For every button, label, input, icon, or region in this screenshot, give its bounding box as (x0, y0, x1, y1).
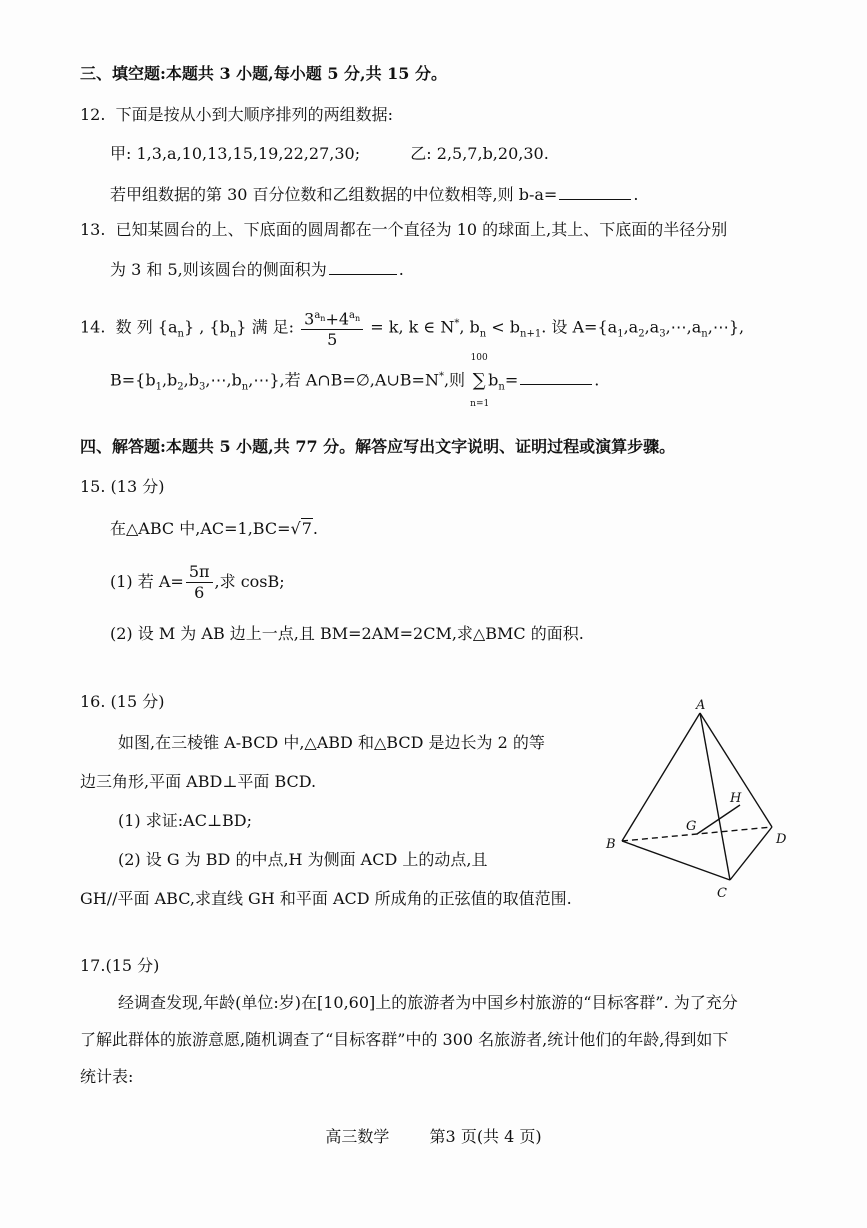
question-text: 下面是按从小到大顺序排列的两组数据: (115, 105, 394, 124)
text: = (504, 370, 519, 390)
sum-upper: 100 (470, 352, 488, 363)
question-number: 12. (80, 105, 106, 124)
question-number: 15. (80, 477, 106, 496)
answer-blank (559, 183, 631, 200)
text: . 设 A={a (541, 317, 618, 337)
question-text: 为 3 和 5,则该圆台的侧面积为 (110, 260, 327, 279)
question-16-part2-line2: GH//平面 ABC,求直线 GH 和平面 ACD 所成角的正弦值的取值范围. (80, 889, 572, 908)
tetrahedron-figure (600, 695, 800, 905)
group-jia-data: 1,3,a,10,13,15,19,22,27,30; (136, 144, 361, 163)
page-footer (0, 1124, 867, 1147)
question-number: 17. (80, 956, 106, 975)
section3-heading: 三、填空题:本题共 3 小题,每小题 5 分,共 15 分。 (80, 64, 448, 83)
subscript: n (479, 328, 487, 340)
question-16-line1: 如图,在三棱锥 A-BCD 中,△ABD 和△BCD 是边长为 2 的等 (118, 733, 545, 752)
text: ,⋯,a (665, 317, 702, 337)
text: = k, k ∈ N (370, 317, 455, 337)
question-number: 16. (80, 692, 106, 711)
question-16-line2: 边三角形,平面 ABD⊥平面 BCD. (80, 772, 317, 791)
label-H: H (730, 791, 742, 806)
group-yi-data: 2,5,7,b,20,30. (436, 144, 549, 163)
text: ,⋯},若 A∩B=∅,A∪B=N (248, 370, 439, 390)
superscript: * (438, 371, 444, 382)
text: ,b (161, 370, 178, 390)
period: . (633, 185, 639, 204)
text: (1) 若 A= (110, 572, 184, 591)
text: B={b (110, 370, 156, 390)
subscript: n (320, 313, 326, 323)
fraction (186, 562, 213, 603)
superscript: * (454, 318, 460, 329)
label-G: G (686, 819, 697, 834)
subscript: n (355, 313, 361, 323)
segment-GH (697, 805, 740, 834)
question-17-header (80, 956, 159, 976)
sum-lower: n=1 (470, 398, 490, 409)
question-12-stem (80, 105, 393, 125)
edge-BC (622, 841, 730, 880)
text: } , {b (183, 317, 230, 337)
question-17-line3: 统计表: (80, 1067, 134, 1086)
radicand: 7 (301, 519, 312, 538)
text: , b (459, 317, 480, 337)
group-jia-label: 甲: (110, 144, 132, 163)
question-15-part1 (110, 560, 285, 604)
numerator-plus: +4 (325, 308, 350, 328)
summation (470, 352, 490, 409)
exponent: a (314, 309, 321, 321)
question-15-given (110, 519, 318, 539)
text: 数 列 {a (115, 317, 178, 337)
footer-subject: 高三数学 (325, 1127, 390, 1146)
question-14-line1: 14. 数 列 $\{a_n\}$ , $\{b_n\}$ 满 足: $\frac{3^{a_n}+4^{a_n}}{5}$ = k, k ∈ N*, $b_n < b_{n+1}$. 设 $A=\{a_1,a_2,a_3,\cdots,a_n,\cdots\}$, (80, 304, 744, 355)
label-B: B (606, 837, 616, 852)
label-D: D (776, 832, 787, 847)
text: ,则 (443, 370, 466, 390)
text: ,a (644, 317, 660, 337)
question-17-line2: 了解此群体的旅游意愿,随机调查了“目标客群”中的 300 名旅游者,统计他们的年龄,得到如下 (80, 1030, 729, 1049)
numerator: 5π (186, 562, 213, 583)
text: ,b (183, 370, 199, 390)
exponent: a (349, 309, 356, 321)
subscript: n (498, 381, 505, 393)
question-15-header (80, 477, 164, 497)
question-15-part2: (2) 设 M 为 AB 边上一点,且 BM=2AM=2CM,求△BMC 的面积. (110, 624, 584, 643)
text: ,⋯}, (707, 317, 745, 337)
text: ,a (623, 317, 639, 337)
question-16-header (80, 692, 164, 712)
question-14-line2: $B=\{b_1,b_2,b_3,\cdots,b_n,\cdots\}$,若 A∩B=∅,A∪B=N*,则 100 ∑ n=1 $b_n=$ . (110, 352, 600, 409)
sum-symbol: ∑ (472, 369, 486, 391)
label-C: C (717, 886, 727, 901)
text: < b (486, 317, 521, 337)
question-13-line1 (80, 220, 727, 240)
question-text: 已知某圆台的上、下底面的圆周都在一个直径为 10 的球面上,其上、下底面的半径分别 (115, 220, 728, 239)
question-12-data (110, 144, 549, 164)
denominator: 5 (327, 329, 338, 349)
fraction (301, 306, 363, 350)
answer-blank (520, 368, 592, 385)
answer-blank (329, 258, 397, 275)
sqrt: √7 (290, 519, 312, 538)
question-number: 14. (80, 317, 106, 337)
text: . (312, 519, 318, 538)
footer-page-number: 第3 页(共 4 页) (429, 1127, 542, 1146)
text: b (488, 370, 499, 390)
edge-CD (730, 827, 772, 880)
subscript: n (177, 328, 184, 340)
question-13-line2 (110, 258, 404, 280)
text: 在△ABC 中,AC=1,BC= (110, 519, 291, 538)
score: (15 分) (105, 956, 160, 975)
period: . (594, 370, 600, 390)
subscript: n+1 (520, 328, 542, 340)
numerator-base: 3 (304, 308, 315, 328)
section4-heading: 四、解答题:本题共 5 小题,共 77 分。解答应写出文字说明、证明过程或演算步骤。 (80, 437, 676, 456)
question-17-line1: 经调查发现,年龄(单位:岁)在[10,60]上的旅游者为中国乡村旅游的“目标客群”. 为了充分 (118, 993, 738, 1012)
question-12-condition (110, 183, 638, 205)
score: (15 分) (110, 692, 165, 711)
question-number: 13. (80, 220, 106, 239)
text: } 满 足: (236, 317, 295, 337)
condition-text: 若甲组数据的第 30 百分位数和乙组数据的中位数相等,则 b-a= (110, 185, 558, 204)
subscript: n (229, 328, 237, 340)
question-16-part1: (1) 求证:AC⊥BD; (118, 811, 252, 830)
group-yi-label: 乙: (410, 144, 432, 163)
denominator: 6 (194, 583, 205, 602)
question-16-part2-line1: (2) 设 G 为 BD 的中点,H 为侧面 ACD 上的动点,且 (118, 850, 488, 869)
score: (13 分) (110, 477, 165, 496)
period: . (398, 260, 404, 279)
subscript: n (241, 381, 249, 393)
text: ,⋯,b (205, 370, 242, 390)
label-A: A (696, 698, 706, 713)
text: ,求 cosB; (214, 572, 285, 591)
subscript: n (701, 328, 708, 340)
